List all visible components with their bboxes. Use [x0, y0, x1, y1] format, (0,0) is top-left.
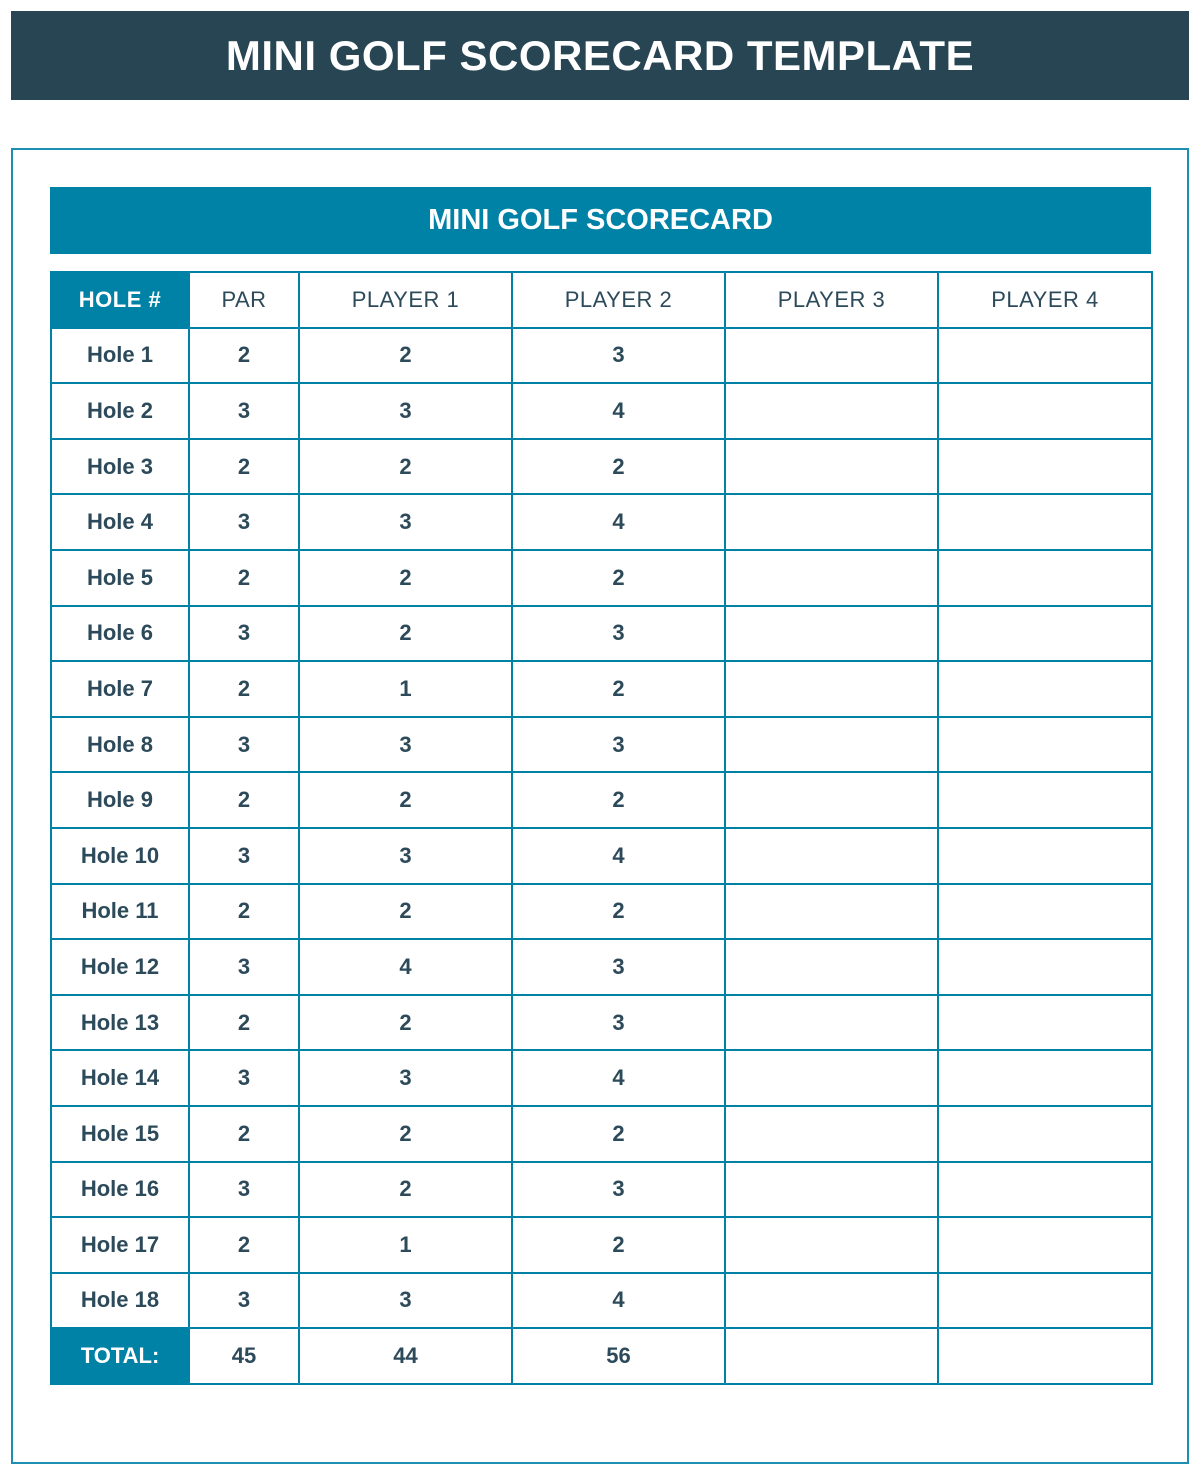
score-cell[interactable]	[938, 328, 1152, 384]
score-cell[interactable]	[725, 1217, 938, 1273]
hole-label: Hole 7	[51, 661, 189, 717]
hole-label: Hole 16	[51, 1162, 189, 1218]
score-cell[interactable]: 2	[299, 1106, 512, 1162]
score-cell[interactable]: 3	[512, 606, 725, 662]
score-cell[interactable]: 2	[512, 550, 725, 606]
score-cell[interactable]: 2	[512, 1106, 725, 1162]
table-row	[51, 828, 1152, 884]
table-row	[51, 383, 1152, 439]
score-cell[interactable]	[938, 494, 1152, 550]
hole-label: Hole 10	[51, 828, 189, 884]
score-cell[interactable]	[938, 939, 1152, 995]
table-row	[51, 884, 1152, 940]
table-row	[51, 494, 1152, 550]
score-cell[interactable]	[725, 717, 938, 773]
score-cell[interactable]	[938, 1217, 1152, 1273]
table-row	[51, 995, 1152, 1051]
score-cell[interactable]: 3	[189, 494, 299, 550]
score-cell[interactable]	[725, 1106, 938, 1162]
score-cell[interactable]: 3	[512, 995, 725, 1051]
score-cell[interactable]: 1	[299, 1217, 512, 1273]
hole-label: Hole 14	[51, 1050, 189, 1106]
score-cell[interactable]: 2	[512, 1217, 725, 1273]
score-cell[interactable]: 4	[512, 494, 725, 550]
score-cell[interactable]: 4	[512, 1273, 725, 1329]
total-row	[51, 1328, 1152, 1384]
score-cell[interactable]: 2	[189, 550, 299, 606]
table-row	[51, 439, 1152, 495]
column-header: PLAYER 1	[299, 272, 512, 328]
table-row	[51, 939, 1152, 995]
hole-label: Hole 2	[51, 383, 189, 439]
header-row	[51, 272, 1152, 328]
table-row	[51, 328, 1152, 384]
score-cell[interactable]: 3	[299, 383, 512, 439]
total-cell	[938, 1328, 1152, 1384]
score-cell[interactable]: 2	[512, 439, 725, 495]
hole-label: Hole 15	[51, 1106, 189, 1162]
score-cell[interactable]	[725, 884, 938, 940]
score-cell[interactable]	[725, 661, 938, 717]
score-cell[interactable]	[938, 1050, 1152, 1106]
score-cell[interactable]	[725, 383, 938, 439]
score-cell[interactable]	[725, 550, 938, 606]
hole-label: Hole 12	[51, 939, 189, 995]
score-cell[interactable]: 3	[189, 1273, 299, 1329]
scorecard-title-bar	[50, 187, 1151, 254]
score-cell[interactable]	[725, 1273, 938, 1329]
score-cell[interactable]: 3	[189, 383, 299, 439]
score-cell[interactable]: 2	[189, 772, 299, 828]
score-cell[interactable]	[725, 328, 938, 384]
table-row	[51, 1050, 1152, 1106]
score-cell[interactable]: 3	[189, 717, 299, 773]
score-cell[interactable]	[725, 772, 938, 828]
score-cell[interactable]: 2	[299, 439, 512, 495]
total-cell: 56	[512, 1328, 725, 1384]
total-cell: 44	[299, 1328, 512, 1384]
score-cell[interactable]	[725, 439, 938, 495]
score-cell[interactable]	[938, 828, 1152, 884]
hole-label: Hole 9	[51, 772, 189, 828]
score-cell[interactable]: 3	[512, 939, 725, 995]
score-cell[interactable]: 2	[189, 328, 299, 384]
score-cell[interactable]: 2	[189, 884, 299, 940]
total-cell: 45	[189, 1328, 299, 1384]
hole-label: Hole 4	[51, 494, 189, 550]
score-cell[interactable]: 3	[512, 1162, 725, 1218]
score-cell[interactable]	[725, 939, 938, 995]
score-cell[interactable]: 2	[299, 772, 512, 828]
score-cell[interactable]: 2	[189, 995, 299, 1051]
table-row	[51, 1106, 1152, 1162]
score-cell[interactable]: 4	[512, 828, 725, 884]
scorecard-table	[50, 271, 1153, 1385]
column-header: PAR	[189, 272, 299, 328]
page-title: MINI GOLF SCORECARD TEMPLATE	[225, 31, 975, 79]
hole-label: Hole 8	[51, 717, 189, 773]
hole-label: Hole 1	[51, 328, 189, 384]
hole-label: Hole 3	[51, 439, 189, 495]
score-cell[interactable]	[725, 494, 938, 550]
table-row	[51, 772, 1152, 828]
column-header: PLAYER 2	[512, 272, 725, 328]
hole-label: Hole 6	[51, 606, 189, 662]
score-cell[interactable]	[938, 439, 1152, 495]
hole-label: Hole 13	[51, 995, 189, 1051]
score-cell[interactable]	[725, 606, 938, 662]
column-header: HOLE #	[51, 272, 189, 328]
score-cell[interactable]: 4	[299, 939, 512, 995]
score-cell[interactable]: 3	[189, 939, 299, 995]
score-cell[interactable]: 2	[299, 550, 512, 606]
total-cell	[725, 1328, 938, 1384]
table-row	[51, 1162, 1152, 1218]
score-cell[interactable]: 2	[299, 606, 512, 662]
score-cell[interactable]: 2	[189, 439, 299, 495]
score-cell[interactable]: 2	[189, 661, 299, 717]
score-cell[interactable]: 3	[299, 717, 512, 773]
score-cell[interactable]: 2	[512, 772, 725, 828]
score-cell[interactable]: 3	[299, 1050, 512, 1106]
score-cell[interactable]: 2	[299, 995, 512, 1051]
scorecard-title: MINI GOLF SCORECARD	[428, 204, 773, 236]
score-cell[interactable]: 2	[299, 328, 512, 384]
score-cell[interactable]: 3	[512, 717, 725, 773]
total-label: TOTAL:	[51, 1328, 189, 1384]
table-row	[51, 1273, 1152, 1329]
hole-label: Hole 11	[51, 884, 189, 940]
score-cell[interactable]	[938, 717, 1152, 773]
score-cell[interactable]: 2	[189, 1217, 299, 1273]
score-cell[interactable]: 1	[299, 661, 512, 717]
score-cell[interactable]	[725, 1162, 938, 1218]
table-row	[51, 717, 1152, 773]
score-cell[interactable]: 3	[189, 828, 299, 884]
score-cell[interactable]: 3	[189, 606, 299, 662]
score-cell[interactable]: 2	[189, 1106, 299, 1162]
score-cell[interactable]: 4	[512, 1050, 725, 1106]
score-cell[interactable]	[725, 828, 938, 884]
score-cell[interactable]	[938, 383, 1152, 439]
score-cell[interactable]	[938, 772, 1152, 828]
score-cell[interactable]: 3	[299, 828, 512, 884]
score-cell[interactable]: 3	[512, 328, 725, 384]
score-cell[interactable]: 3	[299, 494, 512, 550]
column-header: PLAYER 4	[938, 272, 1152, 328]
score-cell[interactable]: 3	[189, 1162, 299, 1218]
table-row	[51, 661, 1152, 717]
table-row	[51, 1217, 1152, 1273]
score-cell[interactable]	[938, 606, 1152, 662]
score-cell[interactable]	[938, 995, 1152, 1051]
score-cell[interactable]	[938, 1162, 1152, 1218]
score-cell[interactable]: 4	[512, 383, 725, 439]
score-cell[interactable]	[938, 661, 1152, 717]
score-cell[interactable]: 2	[299, 884, 512, 940]
score-cell[interactable]	[725, 1050, 938, 1106]
column-header: PLAYER 3	[725, 272, 938, 328]
score-cell[interactable]: 3	[299, 1273, 512, 1329]
score-cell[interactable]	[938, 884, 1152, 940]
score-cell[interactable]: 2	[512, 661, 725, 717]
hole-label: Hole 5	[51, 550, 189, 606]
score-cell[interactable]	[725, 995, 938, 1051]
score-cell[interactable]: 2	[512, 884, 725, 940]
score-cell[interactable]	[938, 1106, 1152, 1162]
score-cell[interactable]: 2	[299, 1162, 512, 1218]
score-cell[interactable]	[938, 550, 1152, 606]
page-header	[11, 11, 1189, 100]
table-row	[51, 550, 1152, 606]
score-cell[interactable]	[938, 1273, 1152, 1329]
hole-label: Hole 18	[51, 1273, 189, 1329]
score-cell[interactable]: 3	[189, 1050, 299, 1106]
table-row	[51, 606, 1152, 662]
hole-label: Hole 17	[51, 1217, 189, 1273]
